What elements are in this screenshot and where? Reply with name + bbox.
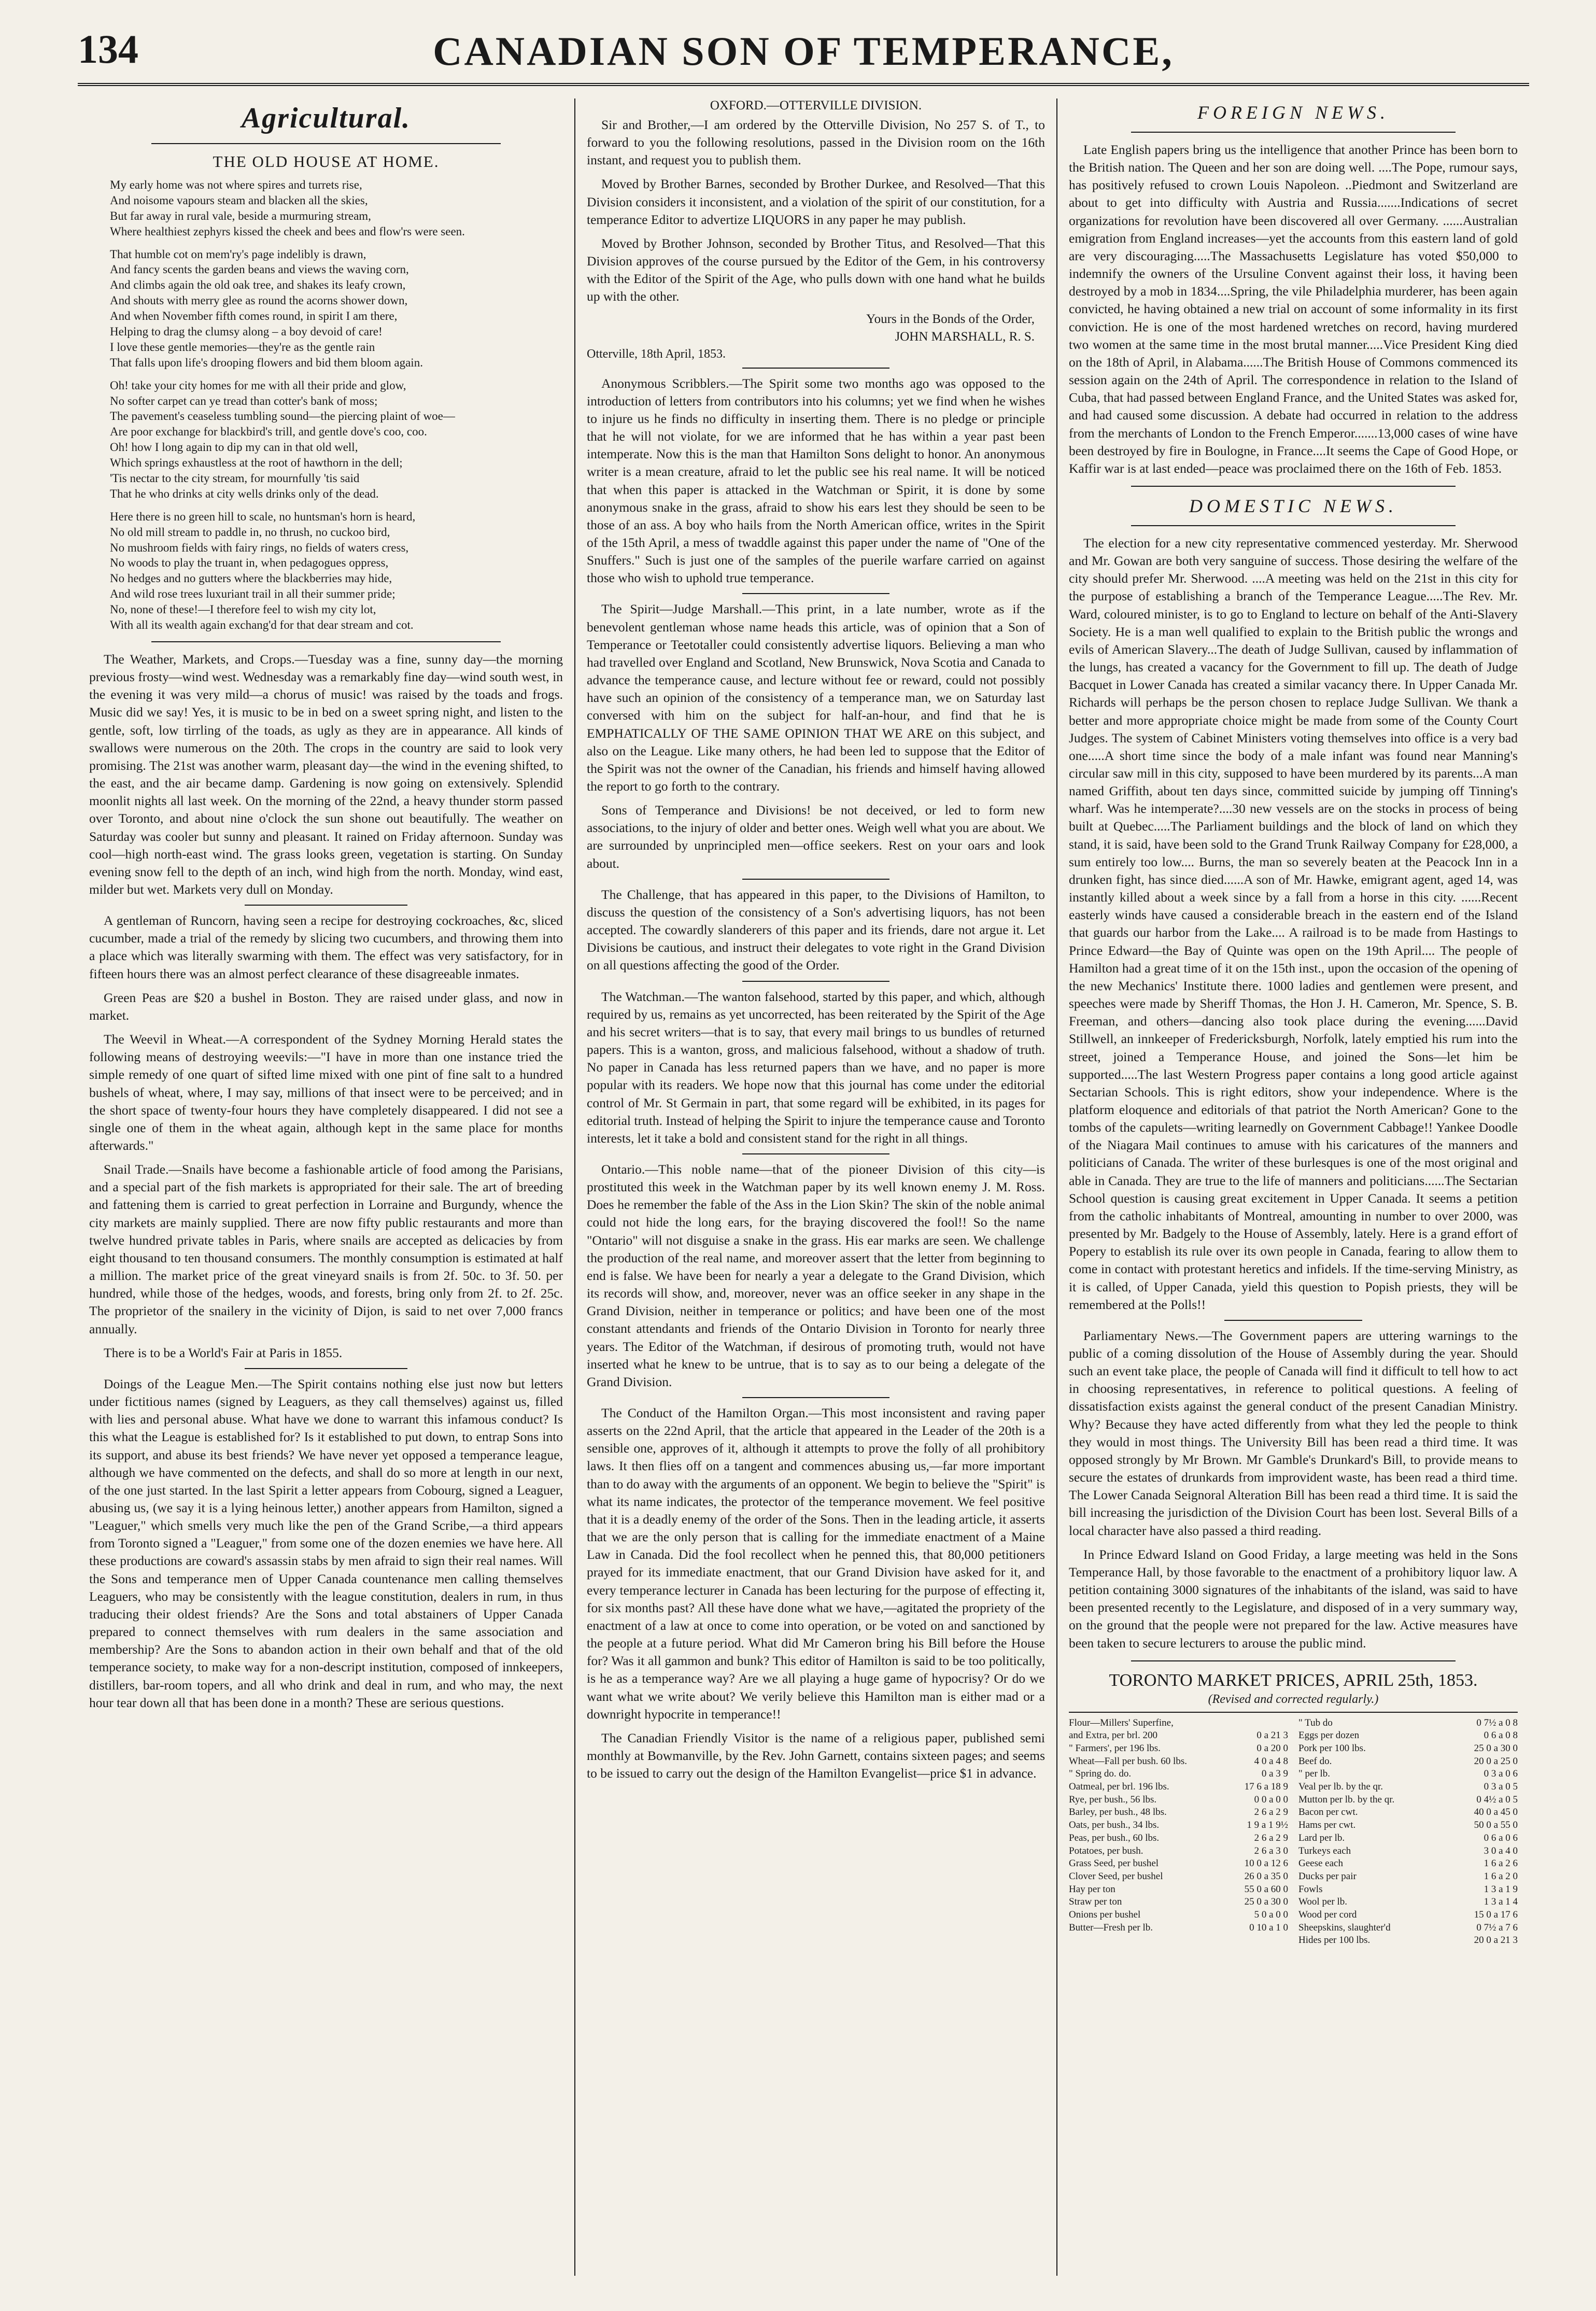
market-item: Straw per ton [1069, 1896, 1122, 1908]
market-row [1069, 1742, 1288, 1755]
poem-line: The pavement's ceaseless tumbling sound—the piercing plaint of woe— [110, 410, 455, 423]
market-row [1298, 1819, 1518, 1832]
poem-stanza [110, 177, 563, 239]
article-challenge: The Challenge, that has appeared in this paper, to the Divisions of Hamilton, to discuss the question of the consistency of a Son's advertising liquors, has not been accepted. The cowardly slanderers of this paper and its friends, dare not argue it. Let Divisions be cautious, and instruct their delegates to vote right in the Grand Division on all questions affecting the good of the Order. [587, 886, 1045, 973]
column-agricultural [78, 98, 575, 2276]
divider [1131, 525, 1456, 526]
market-item: Mutton per lb. by the qr. [1298, 1794, 1395, 1805]
market-price: 2 6 a 2 9 [1254, 1832, 1288, 1843]
paper-title: CANADIAN SON OF TEMPERANCE, [433, 29, 1174, 74]
market-item: Grass Seed, per bushel [1069, 1858, 1159, 1869]
market-row [1298, 1845, 1518, 1858]
article-weevil: The Weevil in Wheat.—A correspondent of the Sydney Morning Herald states the following means of destroying weevils:—"I have in more than one instance tried the simple remedy of one quart of sifted lime mixed with one pint of fine salt to a hundred bushels of wheat, where, I may say, millions of that insect were to be perceived; and in the short space of twenty-four hours they have completely disappeared. I did not see a single one of them in the wheat again, although kept in the same place for months afterwards." [89, 1032, 563, 1153]
market-price: 20 0 a 25 0 [1474, 1755, 1518, 1767]
article-sons-of-temperance: Sons of Temperance and Divisions! be not deceived, or led to form new associations, to the injury of older and better ones. Weigh well what you are about. We are surrounded by unprincipled men—office seekers. Rest on your oars and look about. [587, 802, 1045, 871]
market-row [1069, 1819, 1288, 1832]
market-item: Beef do. [1298, 1755, 1332, 1767]
market-row [1298, 1934, 1518, 1947]
market-price: 1 3 a 1 9 [1484, 1883, 1518, 1895]
poem-line: No softer carpet can ye tread than cotter's bank of moss; [110, 394, 378, 407]
divider [742, 593, 889, 594]
divider [245, 905, 407, 906]
market-item: Barley, per bush., 48 lbs. [1069, 1807, 1167, 1818]
market-row [1298, 1922, 1518, 1935]
market-price: 3 0 a 4 0 [1484, 1845, 1518, 1856]
poem-title: THE OLD HOUSE AT HOME. [213, 152, 440, 171]
market-item: " Spring do. do. [1069, 1768, 1132, 1780]
foreign-news-heading: FOREIGN NEWS. [1197, 102, 1389, 123]
poem-line: Which springs exhaustless at the root of hawthorn in the dell; [110, 456, 403, 470]
market-row [1069, 1845, 1288, 1858]
market-price: 1 6 a 2 0 [1484, 1870, 1518, 1882]
market-item: " per lb. [1298, 1768, 1331, 1780]
poem-line: That falls upon life's drooping flowers and bid them bloom again. [110, 356, 423, 369]
market-item: Onions per bushel [1069, 1909, 1141, 1920]
market-price: 1 9 a 1 9½ [1247, 1820, 1288, 1831]
market-price: 2 6 a 2 9 [1254, 1807, 1288, 1818]
article-watchman: The Watchman.—The wanton falsehood, started by this paper, and which, although required by us, remains as yet uncorrected, has been reiterated by the Spirit of the Age and his secret writers—that is to say, that every mail brings to us bundles of returned papers. This is a wanton, gross, and malicious falsehood, without a shadow of truth. No paper in Canada has less returned papers than we have, and no paper is more popular with its readers. We hope now that this journal has come under the editorial control of Mr. St Germain in part, that some regard will be exhibited, in its pages for editorial truth. Instead of helping the Spirit to injure the temperance cause and Toronto interests, let it take a bold and consistent stand for the right in all things. [587, 989, 1045, 1146]
divider [1224, 1320, 1362, 1321]
market-item: Rye, per bush., 56 lbs. [1069, 1794, 1157, 1805]
market-column-left [1069, 1717, 1288, 1947]
market-row [1069, 1806, 1288, 1819]
market-price: 4 0 a 4 8 [1254, 1755, 1288, 1767]
market-item: Turkeys each [1298, 1845, 1351, 1856]
market-row [1298, 1768, 1518, 1781]
poem-line: No mushroom fields with fairy rings, no fields of waters cress, [110, 541, 409, 554]
poem-line: With all its wealth again exchang'd for that dear stream and cot. [110, 618, 414, 632]
market-price: 0 a 20 0 [1256, 1743, 1288, 1754]
market-item: Hides per 100 lbs. [1298, 1935, 1371, 1946]
market-title: TORONTO MARKET PRICES, APRIL 25th, 1853. [1109, 1670, 1478, 1690]
market-item: " Tub do [1298, 1717, 1333, 1728]
poem-line: I love these gentle memories—they're as the gentle rain [110, 340, 375, 354]
market-row [1069, 1922, 1288, 1935]
market-row [1069, 1781, 1288, 1794]
masthead [78, 21, 1529, 86]
market-price: 55 0 a 60 0 [1244, 1883, 1288, 1895]
divider [1131, 486, 1456, 487]
poem-line: That humble cot on mem'ry's page indelibly is drawn, [110, 247, 366, 261]
letter-paragraph: Sir and Brother,—I am ordered by the Otterville Division, No 257 S. of T., to forward to you the following resolutions, passed in the Division room on the 16th instant, and request you to publish them. [587, 117, 1045, 168]
domestic-news-heading: DOMESTIC NEWS. [1189, 495, 1397, 516]
market-item: Hay per ton [1069, 1883, 1115, 1895]
poem-line: Where healthiest zephyrs kissed the cheek and bees and flow'rs were seen. [110, 224, 465, 238]
letter-paragraph: Moved by Brother Barnes, seconded by Brother Durkee, and Resolved—That this Division considers it inconsistent, and a violation of the spirit of our constitution, for a temperance Editor to advertize LIQUORS in any paper he may publish. [587, 176, 1045, 227]
market-row [1298, 1717, 1518, 1730]
poem [110, 177, 563, 633]
market-item: Sheepskins, slaughter'd [1298, 1922, 1391, 1933]
divider [245, 1368, 407, 1369]
market-row [1069, 1717, 1288, 1730]
article-cockroaches: A gentleman of Runcorn, having seen a recipe for destroying cockroaches, &c, sliced cucumber, made a trial of the remedy by slicing two cucumbers, and throwing them into a place which was literally swarming with them. The effect was very satisfactory, for in fifteen hours there was an almost perfect clearance of these disagreeable inmates. [89, 913, 563, 981]
newspaper-page [78, 21, 1529, 2291]
poem-line: My early home was not where spires and turrets rise, [110, 178, 362, 191]
article-friendly-visitor: The Canadian Friendly Visitor is the name of a religious paper, published semi monthly at Bowmanville, by the Rev. John Garnett, contains sixteen pages; and seems to be issued to carry out the design of the Hamilton Evangelist—price $1 in advance. [587, 1730, 1045, 1781]
letter-place-date: Otterville, 18th April, 1853. [587, 347, 726, 361]
market-price: 17 6 a 18 9 [1244, 1781, 1288, 1793]
market-item: and Extra, per brl. 200 [1069, 1730, 1157, 1741]
article-snail-trade: Snail Trade.—Snails have become a fashionable article of food among the Parisians, and a special part of the fish markets is appropriated for their sale. The art of breeding and fattening them is carried to great perfection in Lorraine and Burgundy, whence the city markets are mainly supplied. There are now fifty public restaurants and more than twelve hundred private tables in Paris, where snails are accepted as delicacies by from eight thousand to ten thousand consumers. The monthly consumption is estimated at half a million. The market price of the great vineyard snails is from 2f. 50c. to 3f. 50. per hundred, while those of the hedges, woods, and forests, bring only from 2f. to 2f. 25c. The proprietor of the snailery in the vicinity of Dijon, is said to net over 7,000 francs annually. [89, 1162, 563, 1336]
poem-line: No hedges and no gutters where the blackberries may hide, [110, 572, 392, 585]
column-news [1057, 98, 1529, 2276]
poem-line: That he who drinks at city wells drinks only of the dead. [110, 487, 379, 500]
market-price: 5 0 a 0 0 [1254, 1909, 1288, 1920]
market-item: Geese each [1298, 1858, 1343, 1869]
poem-line: Helping to drag the clumsy along – a boy devoid of care! [110, 325, 383, 339]
market-price: 0 a 3 9 [1261, 1768, 1288, 1780]
market-price: 0 3 a 0 6 [1484, 1768, 1518, 1780]
article-weather: The Weather, Markets, and Crops.—Tuesday was a fine, sunny day—the morning previous frosty—wind west. Wednesday was a remarkably fine day—wind south west, in the evening it was very mild—a chorus of music! was raised by the toads and frogs. Music did we say! Yes, it is music to be in bed on a sweet spring night, and listen to the gentle, soft, low tirrling of the toads, as ugly as they are in appearance. All kinds of swallows were numerous on the 20th. The crops in the country are said to look very promising. The 21st was another warm, pleasant day—the wind in the evening shifted, to the east, and the air became damp. Gardening is now going on extensively. Splendid moonlit nights all last week. On the morning of the 22nd, a heavy thunder storm passed over Toronto, and about nine o'clock the sun shone out beautifully. The weather on Saturday was cooler but sunny and pleasant. It rained on Friday afternoon. Sunday was cool—high north-east wind. The grass looks green, vegetation is starting. On Sunday evening snow fell to the depth of an inch, wind high from the north. Monday, wind east, milder but wet. Markets very dull on Monday. [89, 651, 563, 897]
letter-paragraph: Moved by Brother Johnson, seconded by Brother Titus, and Resolved—That this Division approves of the course pursued by the Editor of the Gem, in his controversy with the Editor of the Spirit of the Age, who pulls down with one hand what he builds up with the other. [587, 235, 1045, 304]
market-row [1069, 1755, 1288, 1768]
market-price: 0 3 a 0 5 [1484, 1781, 1518, 1793]
market-price: 15 0 a 17 6 [1474, 1909, 1518, 1920]
market-table [1069, 1712, 1518, 1947]
division-heading: OXFORD.—OTTERVILLE DIVISION. [710, 98, 922, 112]
market-price: 0 a 21 3 [1256, 1730, 1288, 1741]
market-item: Clover Seed, per bushel [1069, 1870, 1163, 1882]
market-row [1298, 1832, 1518, 1845]
poem-line: Oh! how I long again to dip my can in that old well, [110, 441, 358, 454]
market-item: Wool per lb. [1298, 1896, 1347, 1908]
market-price: 0 4½ a 0 5 [1476, 1794, 1518, 1805]
article-ontario: Ontario.—This noble name—that of the pioneer Division of this city—is prostituted this week in the Watchman paper by its well known enemy J. M. Ross. Does he remember the fable of the Ass in the Lion Skin? The skin of the noble animal could not hide the long ears, for the braying discovered the fool!! So the name "Ontario" will not disguise a snake in the grass. His ear marks are seen. We challenge the production of the real name, and moreover assert that the letter from beginning to end is false. We have been for nearly a year a delegate to the Grand Division, which its records will show, and, moreover, never was an office seeker in any shape in the Grand Division, neither in temperance or politics; and have been one of the most constant attendants and friends of the Ontario Division in Toronto for nearly three years. The Editor of the Watchman, if desirous of promoting truth, would not have inserted what he knew to be untrue, that is to say as to our being a delegate of the Grand Division. [587, 1161, 1045, 1389]
market-row [1298, 1742, 1518, 1755]
market-item: Lard per lb. [1298, 1832, 1345, 1843]
market-item: Butter—Fresh per lb. [1069, 1922, 1153, 1933]
article-anonymous-scribblers: Anonymous Scribblers.—The Spirit some two months ago was opposed to the introduction of letters from contributors into his columns; yet we find when he wishes to injure us he finds no difficulty in inserting them. There is no pledge or principle that he will not violate, for we are informed that he has within a year past been intemperate. Now this is the man that Hamilton Sons delight to honor. An anonymous writer is a mean creature, afraid to let the public see his real name. It will be noticed that when this paper is attacked in the Watchman or Spirit, it is done by some anonymous snake in the grass, afraid to show his ears lest they should be seen to be those of an ass. A boy who hails from the North American office, writes in the Spirit of the 15th April, a mess of twaddle against this paper under the name of "One of the Snuffers." Such is just one of the samples of the puerile warfare carried on against those who wish to uphold true temperance. [587, 375, 1045, 586]
divider [742, 1397, 889, 1398]
market-item: Veal per lb. by the qr. [1298, 1781, 1383, 1793]
market-row [1298, 1729, 1518, 1742]
poem-line: Are poor exchange for blackbird's trill, and gentle dove's coo, coo. [110, 425, 427, 439]
market-row [1298, 1781, 1518, 1794]
market-item: Hams per cwt. [1298, 1820, 1356, 1831]
market-row [1069, 1729, 1288, 1742]
poem-stanza [110, 378, 563, 502]
divider [151, 641, 501, 642]
market-price: 2 6 a 3 0 [1254, 1845, 1288, 1856]
market-item: Oats, per bush., 34 lbs. [1069, 1820, 1160, 1831]
market-item: Eggs per dozen [1298, 1730, 1360, 1741]
market-price: 26 0 a 35 0 [1244, 1870, 1288, 1882]
poem-line: And climbs again the old oak tree, and shakes its leafy crown, [110, 278, 406, 292]
poem-line: And noisome vapours steam and blacken all the skies, [110, 193, 368, 207]
market-row [1069, 1883, 1288, 1896]
market-item: Wheat—Fall per bush. 60 lbs. [1069, 1755, 1187, 1767]
market-item: Wood per cord [1298, 1909, 1357, 1920]
poem-line: But far away in rural vale, beside a murmuring stream, [110, 209, 371, 222]
market-price: 40 0 a 45 0 [1474, 1807, 1518, 1818]
market-row [1069, 1768, 1288, 1781]
poem-line: And fancy scents the garden beans and views the waving corn, [110, 263, 409, 276]
column-editorial [575, 98, 1057, 2276]
article-prince-edward-island: In Prince Edward Island on Good Friday, a large meeting was held in the Sons Temperance Hall, by those favorable to the enactment of a prohibitory liquor law. A petition containing 3000 signatures of the inhabitants of the island, was said to have been presented recently to the Legislature, and disposed of in a very summary way, on the ground that the people were not prepared for the law. Active measures have been taken to secure lecturers to arouse the public mind. [1069, 1546, 1518, 1651]
market-price: 1 3 a 1 4 [1484, 1896, 1518, 1908]
columns [78, 98, 1529, 2276]
market-price: 0 6 a 0 8 [1484, 1730, 1518, 1741]
market-price: 0 10 a 1 0 [1249, 1922, 1288, 1933]
market-item: Oatmeal, per brl. 196 lbs. [1069, 1781, 1169, 1793]
article-worlds-fair: There is to be a World's Fair at Paris in 1855. [104, 1345, 343, 1360]
market-item: Bacon per cwt. [1298, 1807, 1358, 1818]
market-item: Flour—Millers' Superfine, [1069, 1717, 1174, 1728]
market-price: 0 0 a 0 0 [1254, 1794, 1288, 1805]
poem-line: No old mill stream to paddle in, no thrush, no cuckoo bird, [110, 525, 390, 539]
poem-line: Here there is no green hill to scale, no huntsman's horn is heard, [110, 510, 416, 523]
market-item: Potatoes, per bush. [1069, 1845, 1143, 1856]
page-number: 134 [78, 26, 138, 72]
article-green-peas: Green Peas are $20 a bushel in Boston. They are raised under glass, and now in market. [89, 990, 563, 1023]
market-price: 10 0 a 12 6 [1244, 1858, 1288, 1869]
market-row [1298, 1909, 1518, 1922]
market-row [1069, 1870, 1288, 1883]
market-price: 1 6 a 2 6 [1484, 1858, 1518, 1869]
article-hamilton-organ: The Conduct of the Hamilton Organ.—This most inconsistent and raving paper asserts on the 22nd April, that the article that appeared in the Leader of the 20th is a sensible one, approves of it, although it attempts to prove the folly of all prohibitory laws. It then flies off on a tangent and commences abusing us,—far more important than to do away with the arguments of an opponent. We begin to believe the "Spirit" is what its name indicates, the protector of the temperance movement. We feel positive that it is a deadly enemy of the order of the Sons. Then in the leading article, it asserts that we are the only person that is calling for the immediate enactment of a Maine Law in Canada. Did the fool recollect when he penned this, that 80,000 petitioners prayed for its immediate enactment, that our Grand Division have asked for it, and every temperance lecturer in Canada has been lecturing for the purpose of effecting it, for six months past? All these have done what we have,—agitated the propriety of the enactment of a law at once to come into operation, or be voted on and sanctioned by the people at a future period. What did Mr Cameron bring his Bill before the House for? Was it all gammon and bunk? This editor of Hamilton is said to be too politically, is he as a temperance way? Are we all playing a huge game of hypocrisy? Or do we want what we write about? We verily believe this Hamilton man is either mad or a downright hypocrite in temperance!! [587, 1405, 1045, 1722]
market-row [1069, 1794, 1288, 1807]
poem-line: No woods to play the truant in, when pedagogues oppress, [110, 556, 389, 570]
market-row [1298, 1870, 1518, 1883]
market-item: " Farmers', per 196 lbs. [1069, 1743, 1161, 1754]
poem-line: And wild rose trees luxuriant trail in all their summer pride; [110, 587, 396, 601]
divider [1131, 1660, 1456, 1661]
market-price: 0 7½ a 0 8 [1476, 1717, 1518, 1728]
divider [742, 368, 889, 369]
divider [151, 143, 501, 144]
market-price: 20 0 a 21 3 [1474, 1935, 1518, 1946]
market-price: 25 0 a 30 0 [1474, 1743, 1518, 1754]
market-price: 0 7½ a 7 6 [1476, 1922, 1518, 1933]
foreign-news-text: Late English papers bring us the intelligence that another Prince has been born to the British nation. The Queen and her son are doing well. ....The Pope, rumour says, has positively refused to crown Louis Napoleon. ..Piedmont and Switzerland are about to get into difficulty with Austria and Russia.......Indications of secret organizations for revolution have been discovered all over Germany. ......Australian emigration from England increases—yet the accounts from this eastern land of gold are very discouraging.....The Massachusetts Legislature has voted $50,000 to indemnify the owners of the Ursuline Convent against their loss, it having been destroyed by a mob in 1834....Spring, the vile Philadelphia murderer, has been again convicted, he having obtained a new trial on account of some informality in its first conviction. He is one of the most hardened wretches on record, having murdered two women at the same time in the most brutal manner.....Vice President King died on the 18th of April, in Alabama......The British House of Commons commenced its session again on the 24th of April. The correspondence in relation to the Island of Cuba, that had passed between England France, and the United States was asked for, and had caused some discussion. A debate had occurred in relation to the address from the merchants of London to the French Emperor.......13,000 cases of wine have been destroyed by fire in Boulogne, in France....It seems the Cape of Good Hope, or Kaffir war is at last ended—peace was proclaimed there on the 16th of Feb. 1853. [1069, 142, 1518, 476]
market-row [1298, 1794, 1518, 1807]
market-item: Ducks per pair [1298, 1870, 1357, 1882]
domestic-news-text: The election for a new city representative commenced yesterday. Mr. Sherwood and Mr. Gowan are both very sanguine of success. Those desiring the welfare of the city should prefer Mr. Sherwood. ....A meeting was held on the 21st in this city for the purpose of establishing a branch of the Temperance League.....The Rev. Mr. Ward, coloured minister, is to go to England to lecture on behalf of the Anti-Slavery Society. He is a man well qualified to explain to the British public the wrongs and evils of American Slavery...The death of Judge Sullivan, caused by inflammation of the lungs, has created a vacancy for the Government to fill up. The death of Judge Bacquet in Lower Canada has created a similar vacancy there. In Upper Canada Mr. Richards will perhaps be the person chosen to replace Judge Sullivan. We thank a better and more appropriate choice might be made from some of the County Court Judges. The system of Cabinet Ministers voting themselves into office is a very bad one.....A short time since the body of a male infant was found near Manning's circular saw mill in this city, supposed to have been murdered by its parents...A man named Griffith, about ten days since, committed suicide by jumping off Tinning's wharf. Was he intemperate?....30 new vessels are on the stocks in process of being built at Quebec.....The Parliament buildings and the block of land on which they stand, it is said, have been sold to the Grand Trunk Railway Company for £28,000, a sum entirely too low.... Burns, the man so severely beaten at the Peacock Inn in a drunken fight, has since died......A son of Mr. Hawke, emigrant agent, aged 14, was instantly killed about a week since by a fall from a horse in this city. ......Recent easterly winds have caused a considerable breach in the eastern end of the Island that guards our harbor from the Lake.... A railroad is to be made from Hastings to Prince Edward—the Bay of Quinte was open on the 19th April.... The people of Hamilton had a great time of it on the 15th inst., upon the occasion of the opening of the new Mechanics' Institute there. 1000 ladies and gentlemen were present, and speeches were made by Sheriff Thomas, the Hon J. H. Cameron, Mr. Spence, S. B. Freeman, and others—dancing also took place during the evening......David Stillwell, an innkeeper of Fredericksburgh, Norfolk, lately emptied his rum into the street, joined a Temperance House, and joined the Sons—let him be supported.....The last Western Progress paper contains a long good article against Sectarian Schools. This is right editors, show your independence. Where is the platform eloquence and editorials of that patriot the North American? Gone to the tombs of the capulets—writing learnedly on Government Cabbage!! Yankee Doodle of the Niagara Mail continues to amuse with his caricatures of the manners and politicians of Canada. The writer of these burlesques is one of the most original and able in Canada. They are true to the life of manners and politicians......The Sectarian School question is causing great excitement in Upper Canada. It seems a petition from the catholic inhabitants of Montreal, amounting in number to over 2000, was presented by Mr. Badgely to the House of Assembly, lately. Here is a grand effort of Popery to establish its rule over its own people in Canada, fearing to allow them to come in contact with protestant heretics and infidels. If the time-serving Ministry, as it is called, of Upper Canada, yield this question to Popish priests, they will be remembered at the Polls!! [1069, 535, 1518, 1312]
market-row [1298, 1806, 1518, 1819]
market-row [1298, 1857, 1518, 1870]
department-heading: Agricultural. [241, 102, 411, 134]
article-parliamentary-news: Parliamentary News.—The Government papers are uttering warnings to the public of a coming dissolution of the House of Assembly during the year. Should such an event take place, the people of Canada will find it difficult to tell how to act in choosing representatives, in reference to political questions. A feeling of dissatisfaction exists against the general conduct of the present Canadian Ministry. Why? Because they have acted differently from what they led the people to think they would in most things. The University Bill has been read a third time. It was opposed strongly by Mr Brown. Mr Gamble's Drunkard's Bill, to provide means to secure the estates of drunkards from improvident waste, has been read a third time. The Lower Canada Seignoral Alteration Bill has been read a third time. It is said the bill increasing the jurisdiction of the Division Court has been lost. Several Bills of a local character have also passed a third reading. [1069, 1328, 1518, 1538]
letter-closing: Yours in the Bonds of the Order, [866, 312, 1035, 326]
market-column-right [1298, 1717, 1518, 1947]
market-row [1298, 1755, 1518, 1768]
divider [742, 981, 889, 982]
divider [742, 1153, 889, 1154]
divider [1131, 132, 1456, 133]
market-price: 50 0 a 55 0 [1474, 1820, 1518, 1831]
market-row [1069, 1909, 1288, 1922]
market-item: Pork per 100 lbs. [1298, 1743, 1366, 1754]
market-row [1298, 1883, 1518, 1896]
market-item: Fowls [1298, 1883, 1323, 1895]
article-judge-marshall: The Spirit—Judge Marshall.—This print, in a late number, wrote as if the benevolent gentleman whose name heads this article, was of opinion that a Son of Temperance or Teetotaller could consistently advertise liquors. Believing a man who had travelled over England and Scotland, New Brunswick, Nova Scotia and Canada to advance the temperance cause, and lecture without fee or reward, could not possibly have such an opinion of the consistency of a temperance man, we on Saturday last conversed with him on the subject for half-an-hour, and find that he is EMPHATICALLY OF THE SAME OPINION THAT WE ARE on this subject, and also on the League. Like many others, he had been led to suppose that the Editor of the Spirit was not the owner of the Canadian, his friends and himself having allowed the report to go forth to the contrary. [587, 601, 1045, 794]
divider [742, 879, 889, 880]
poem-stanza [110, 509, 563, 633]
market-row [1069, 1896, 1288, 1909]
article-league-men: Doings of the League Men.—The Spirit contains nothing else just now but letters under fictitious names (signed by Leaguers, as they call themselves) against us, filled with lies and personal abuse. What have we done to warrant this infamous conduct? Is this what the League is established for? Is it established to put down, to entrap Sons into its support, and abuse its best friends? We have never yet opposed a temperance league, although we have commented on the defects, and shall do so more at length in our next, of the one just started. In the last Spirit a letter appears from Cobourg, signed a Leaguer, abusing us, (we say it is a lying heinous letter,) another appears from Hamilton, signed a "Leaguer," which smells very much like the pen of the Grand Scribe,—a third appears from Toronto signed a "Leaguer," from some one of the dozen enemies we have here. All these productions are coward's assassin stabs by men afraid to sign their real names. Will the Sons and temperance men of Upper Canada countenance men calling themselves Leaguers, who may be consistently with the league constitution, dealers in rum, in thus traducing their oldest friends? Are the Sons and total abstainers of Upper Canada prepared to connect themselves with rum dealers in the same association and membership? Are the Sons to abandon action in their own behalf and that of the old temperance society, to make way for a non-descript institution, composed of innkeepers, distillers, bar-room topers, and all who drink and deal in rum, and who may, the next hour tear down all that has been done in a month? These are serious questions. [89, 1376, 563, 1710]
letter-signer: JOHN MARSHALL, R. S. [895, 329, 1035, 344]
poem-line: 'Tis nectar to the city stream, for mournfully 'tis said [110, 472, 360, 485]
poem-line: Oh! take your city homes for me with all their pride and glow, [110, 378, 406, 392]
poem-stanza [110, 247, 563, 371]
market-item: Peas, per bush., 60 lbs. [1069, 1832, 1160, 1843]
poem-line: And when November fifth comes round, in spirit I am there, [110, 309, 398, 323]
poem-line: No, none of these!—I therefore feel to wish my city lot, [110, 603, 376, 616]
market-row [1298, 1896, 1518, 1909]
market-row [1069, 1857, 1288, 1870]
market-price: 25 0 a 30 0 [1244, 1896, 1288, 1908]
market-subtitle: (Revised and corrected regularly.) [1208, 1692, 1379, 1706]
poem-line: And shouts with merry glee as round the acorns shower down, [110, 294, 408, 307]
market-row [1069, 1832, 1288, 1845]
market-price: 0 6 a 0 6 [1484, 1832, 1518, 1843]
